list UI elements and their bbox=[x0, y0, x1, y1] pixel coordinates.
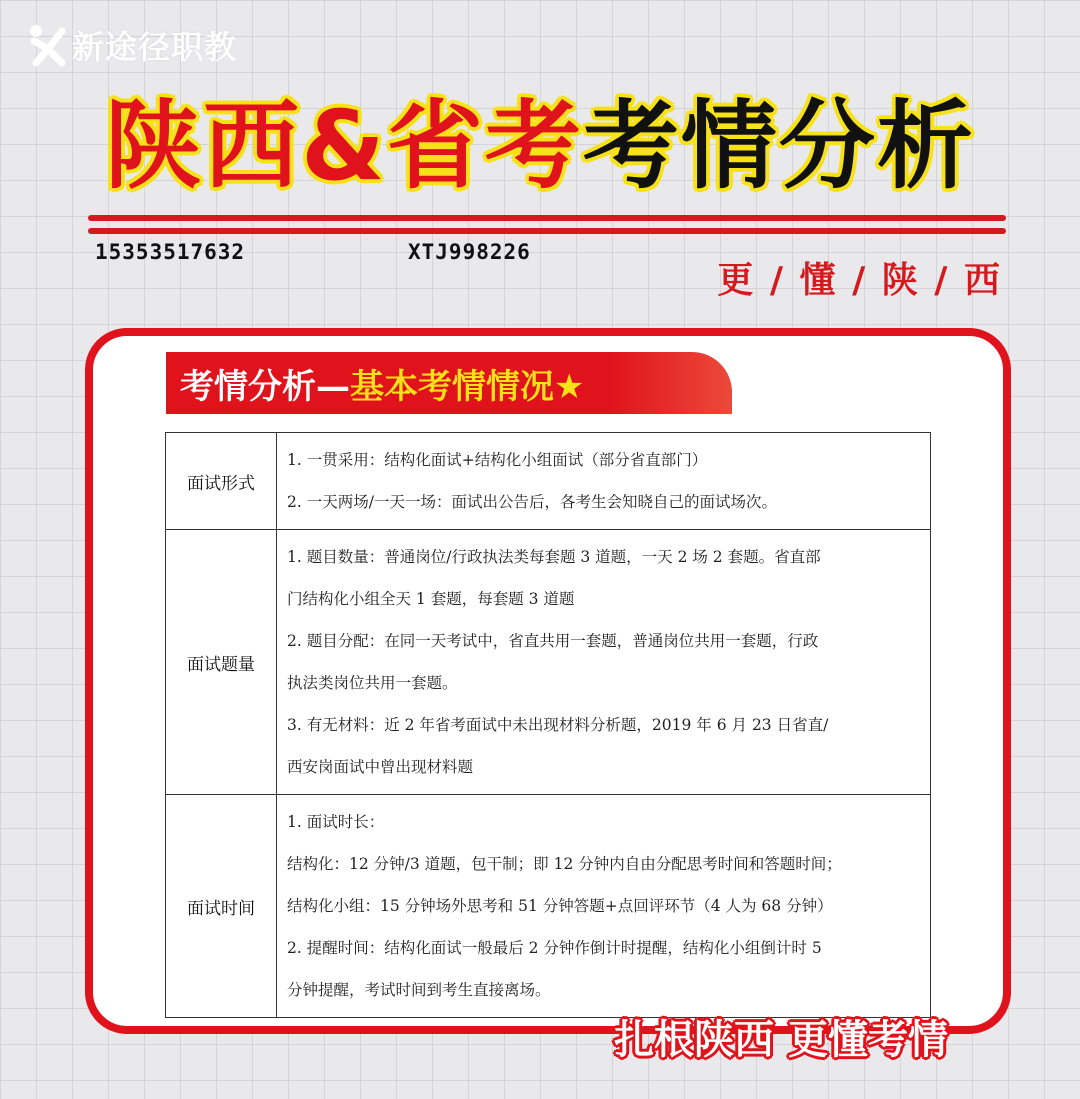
brand-name: 新途径职教 bbox=[72, 28, 238, 66]
section-title bbox=[166, 352, 732, 414]
row-content bbox=[277, 433, 931, 530]
content-line: 西安岗面试中曾出现材料题 bbox=[287, 758, 474, 776]
row-content bbox=[277, 795, 931, 1018]
row-label: 面试形式 bbox=[166, 433, 277, 530]
content-line: 结构化小组：15 分钟场外思考和 51 分钟答题+点回评环节（4 人为 68 分钟） bbox=[287, 897, 833, 915]
title-black-part: 考情分析 bbox=[582, 90, 975, 202]
title-underline-bottom bbox=[88, 228, 1006, 234]
bottom-slogan: 扎根陕西 更懂考情 bbox=[614, 1017, 948, 1063]
x-person-icon bbox=[28, 23, 68, 67]
exam-info-table bbox=[165, 432, 931, 1018]
section-title-yellow: 基本考情情况★ bbox=[350, 366, 585, 407]
tagline: 更 / 懂 / 陕 / 西 bbox=[717, 260, 1002, 301]
content-line: 3. 有无材料：近 2 年省考面试中未出现材料分析题，2019 年 6 月 23 日省直/ bbox=[287, 716, 829, 734]
row-content bbox=[277, 530, 931, 795]
content-line: 2. 提醒时间：结构化面试一般最后 2 分钟作倒计时提醒，结构化小组倒计时 5 bbox=[287, 939, 822, 957]
content-line: 结构化：12 分钟/3 道题，包干制；即 12 分钟内自由分配思考时间和答题时间； bbox=[287, 855, 842, 873]
content-line: 1. 面试时长： bbox=[287, 813, 385, 831]
content-line: 门结构化小组全天 1 套题，每套题 3 道题 bbox=[287, 590, 575, 608]
wechat-id: XTJ998226 bbox=[408, 240, 531, 264]
title-red-part: 陕西&省考 bbox=[105, 90, 583, 202]
content-line: 分钟提醒，考试时间到考生直接离场。 bbox=[287, 981, 551, 999]
page-title bbox=[0, 86, 1080, 206]
table-row bbox=[166, 433, 931, 530]
row-label: 面试时间 bbox=[166, 795, 277, 1018]
section-title-white: 考情分析— bbox=[180, 366, 350, 407]
table-row bbox=[166, 530, 931, 795]
content-line: 1. 一贯采用：结构化面试+结构化小组面试（部分省直部门） bbox=[287, 451, 708, 469]
title-underline-top bbox=[88, 215, 1006, 221]
content-line: 2. 题目分配：在同一天考试中，省直共用一套题，普通岗位共用一套题，行政 bbox=[287, 632, 819, 650]
content-line: 执法类岗位共用一套题。 bbox=[287, 674, 458, 692]
phone-number: 15353517632 bbox=[95, 240, 246, 264]
brand-logo bbox=[28, 22, 237, 68]
content-line: 1. 题目数量：普通岗位/行政执法类每套题 3 道题，一天 2 场 2 套题。省直部 bbox=[287, 548, 821, 566]
row-label: 面试题量 bbox=[166, 530, 277, 795]
content-line: 2. 一天两场/一天一场：面试出公告后，各考生会知晓自己的面试场次。 bbox=[287, 493, 777, 511]
table-row bbox=[166, 795, 931, 1018]
